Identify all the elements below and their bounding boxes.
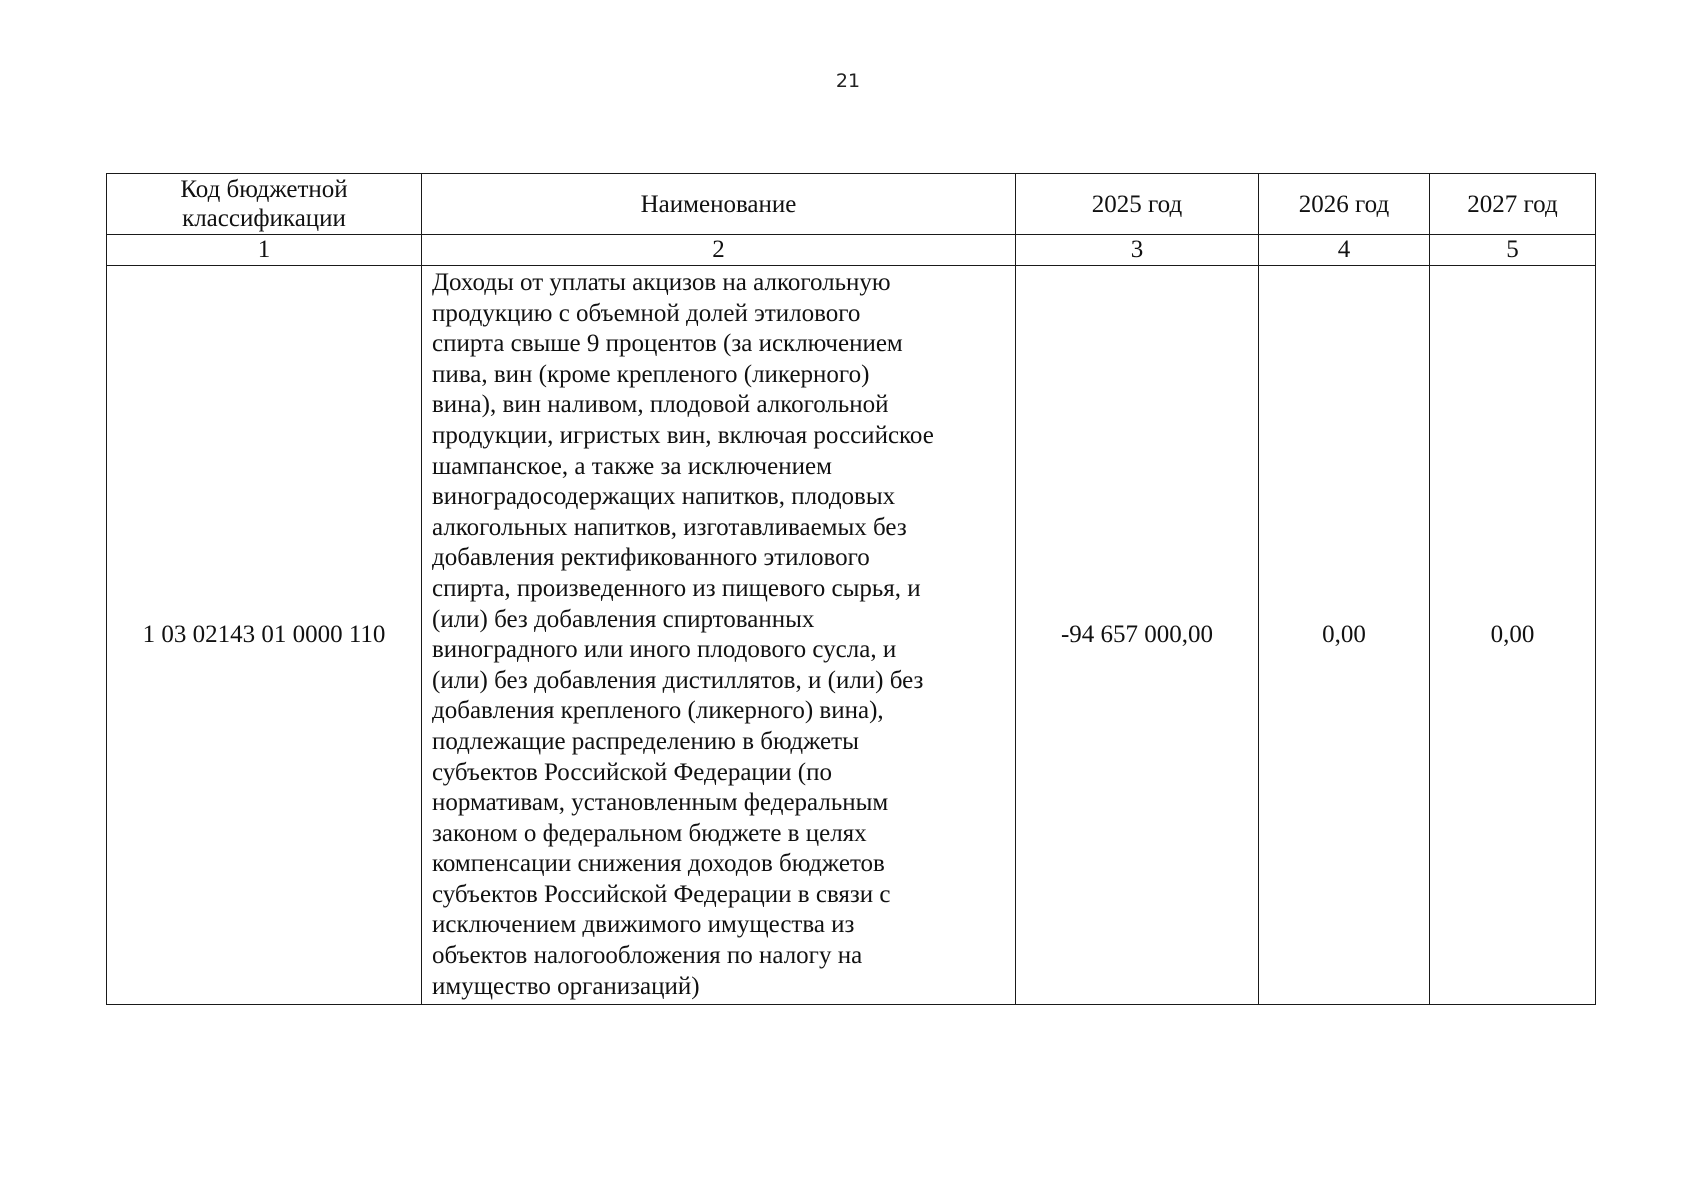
name-line: виноградного или иного плодового сусла, и bbox=[432, 636, 897, 664]
amount-2026-cell: 0,00 bbox=[1259, 266, 1430, 1005]
name-line: объектов налогообложения по налогу на bbox=[432, 942, 863, 970]
column-number: 3 bbox=[1016, 235, 1259, 266]
name-line: Доходы от уплаты акцизов на алкогольную bbox=[432, 269, 891, 296]
name-line: добавления крепленого (ликерного) вина), bbox=[432, 697, 884, 725]
header-2025: 2025 год bbox=[1016, 174, 1259, 235]
name-line: добавления ректификованного этилового bbox=[432, 544, 870, 572]
column-number: 5 bbox=[1430, 235, 1596, 266]
amount-2027-cell: 0,00 bbox=[1430, 266, 1596, 1005]
name-line: имущество организаций) bbox=[432, 972, 700, 1000]
name-line: продукцию с объемной долей этилового bbox=[432, 299, 861, 327]
header-2027: 2027 год bbox=[1430, 174, 1596, 235]
header-2026: 2026 год bbox=[1259, 174, 1430, 235]
page-number: 21 bbox=[835, 70, 861, 92]
column-number: 1 bbox=[107, 235, 422, 266]
column-number: 2 bbox=[422, 235, 1016, 266]
name-line: алкогольных напитков, изготавливаемых без bbox=[432, 513, 907, 541]
column-number: 4 bbox=[1259, 235, 1430, 266]
header-name: Наименование bbox=[422, 174, 1016, 235]
column-number-row bbox=[107, 235, 1596, 266]
name-line: законом о федеральном бюджете в целях bbox=[432, 819, 867, 847]
name-line: субъектов Российской Федерации (по bbox=[432, 758, 832, 786]
income-name-cell bbox=[422, 266, 1016, 1005]
name-line: (или) без добавления спиртованных bbox=[432, 605, 815, 633]
name-line: спирта свыше 9 процентов (за исключением bbox=[432, 330, 903, 358]
name-line: шампанское, а также за исключением bbox=[432, 452, 832, 480]
name-line: нормативам, установленным федеральным bbox=[432, 789, 889, 817]
name-line: подлежащие распределению в бюджеты bbox=[432, 727, 859, 755]
amount-2025-cell: -94 657 000,00 bbox=[1016, 266, 1259, 1005]
name-line: виноградосодержащих напитков, плодовых bbox=[432, 483, 896, 511]
name-line: компенсации снижения доходов бюджетов bbox=[432, 850, 885, 878]
table-row bbox=[107, 266, 1596, 1005]
name-line: продукции, игристых вин, включая российское bbox=[432, 421, 934, 449]
header-code: Код бюджетной классификации bbox=[107, 174, 422, 235]
name-line: пива, вин (кроме крепленого (ликерного) bbox=[432, 360, 870, 388]
name-line: спирта, произведенного из пищевого сырья, и bbox=[432, 574, 921, 602]
table-header-row bbox=[107, 174, 1596, 235]
name-line: исключением движимого имущества из bbox=[432, 911, 855, 939]
name-line: субъектов Российской Федерации в связи с bbox=[432, 880, 891, 908]
budget-code-cell: 1 03 02143 01 0000 110 bbox=[107, 266, 422, 1005]
name-line: (или) без добавления дистиллятов, и (или) без bbox=[432, 666, 924, 694]
name-line: вина), вин наливом, плодовой алкогольной bbox=[432, 391, 889, 419]
budget-table bbox=[106, 173, 1596, 1005]
